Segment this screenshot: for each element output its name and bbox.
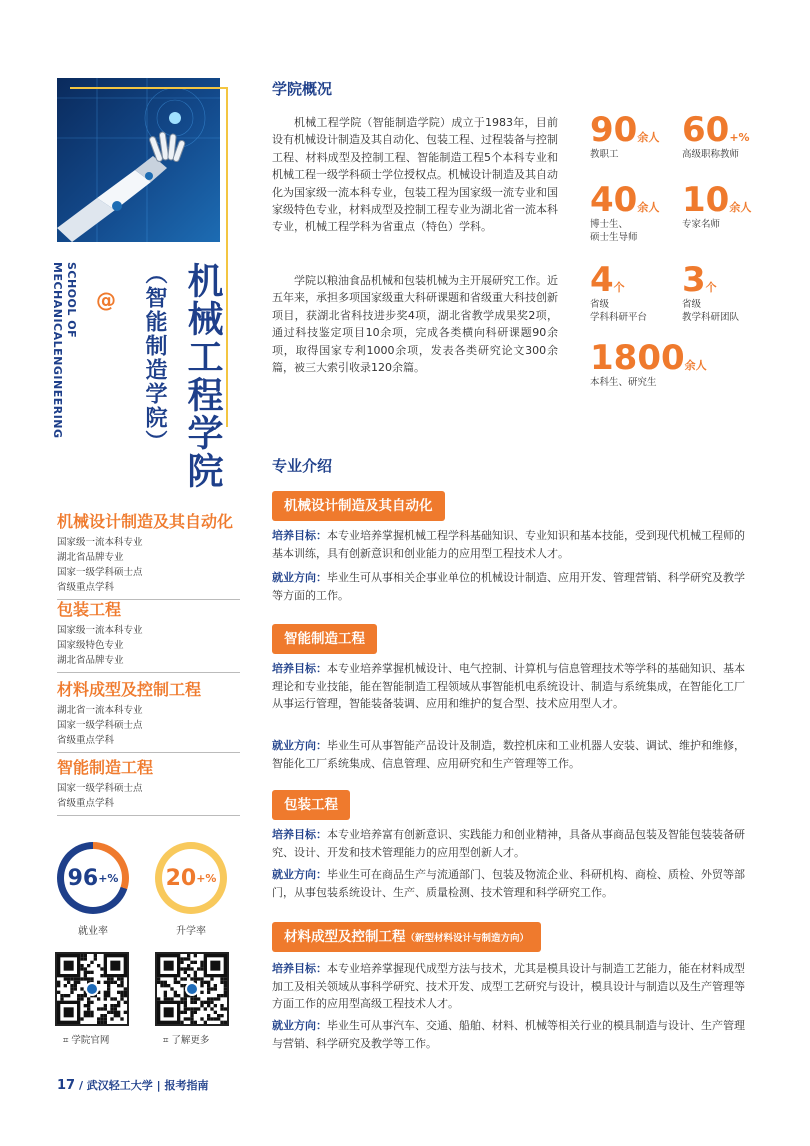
further-study-rate-percent: % (205, 871, 217, 885)
employment-rate-circle (57, 842, 129, 914)
qr-label: 学院官网 (71, 1035, 110, 1046)
left-major-title: 智能制造工程 (57, 758, 154, 777)
left-major-item: 国家一级学科硕士点 (57, 783, 143, 794)
major-1-job (272, 569, 750, 604)
school-english-name (50, 262, 78, 439)
goal-text: 本专业培养掌握现代成型方法与技术，尤其是模具设计与制造工艺能力，能在材料成型加工及相关领域从事科学研究、技术开发、成型工艺研究与设计，模具设计与制造以及生产管理等方面工作的应用型高级工程技术人才。 (272, 962, 745, 1011)
major-name: 包装工程 (284, 797, 338, 813)
stat-label: 教职工 (590, 149, 619, 160)
job-label: 就业方向： (272, 739, 327, 752)
stat-label: 专家名师 (682, 219, 721, 230)
job-text: 毕业生可从事相关企事业单位的机械设计制造、应用开发、管理营销、科学研究及教学等方面的工作。 (272, 571, 745, 602)
left-major-item: 湖北省品牌专业 (57, 552, 124, 563)
stat-supervisors (590, 182, 659, 244)
school-title: 机械工程学院 (182, 262, 223, 490)
overview-paragraph-2: 学院以粮油食品机械和包装机械为主开展研究工作。近五年来，承担多项国家级重大科研课题和省级重大科技创新项目，获湖北省科技进步奖4项，湖北省教学成果奖2项，通过科技鉴定项目10余项，完成各类横向科研课题90余项，取得国家专利1000余项，发表各类研究论文300余篇，被三大索引收录120余篇。 (272, 274, 558, 375)
major-pill-4 (272, 922, 541, 952)
left-major-title: 包装工程 (57, 600, 122, 619)
stat-teams (682, 262, 739, 324)
stat-label: 省级 学科科研平台 (590, 299, 648, 323)
major-pill-1 (272, 491, 445, 521)
employment-rate-value: 96 (67, 865, 99, 891)
stat-senior-teachers (682, 112, 750, 161)
job-text: 毕业生可从事智能产品设计及制造，数控机床和工业机器人安装、调试、维护和维修，智能化工厂系统集成、信息管理、应用研究和生产管理等工作。 (272, 739, 745, 770)
stat-unit: 个 (613, 281, 625, 294)
qr-learn-more[interactable] (155, 952, 229, 1046)
stat-number: 60 (682, 110, 730, 150)
left-major-3 (57, 680, 240, 753)
left-major-item: 国家级特色专业 (57, 640, 124, 651)
left-major-item: 国家级一流本科专业 (57, 625, 143, 636)
english-line-1: SCHOOL OF (65, 262, 78, 339)
left-major-item: 国家一级学科硕士点 (57, 567, 143, 578)
stat-unit: +% (729, 131, 750, 144)
stat-unit: 余人 (637, 131, 660, 144)
left-major-item: 湖北省品牌专业 (57, 655, 124, 666)
goal-label: 培养目标： (272, 662, 327, 675)
stat-number: 3 (682, 260, 706, 300)
employment-rate-label: 就业率 (78, 926, 108, 937)
stat-students (590, 340, 707, 389)
stat-unit: 余人 (729, 201, 752, 214)
stat-number: 10 (682, 180, 730, 220)
goal-label: 培养目标： (272, 529, 327, 542)
left-major-title: 材料成型及控制工程 (57, 680, 202, 699)
left-major-item: 湖北省一流本科专业 (57, 705, 143, 716)
employment-rate-percent: % (107, 871, 119, 885)
page-footer (57, 1077, 208, 1093)
further-study-rate-label: 升学率 (176, 926, 206, 937)
stat-unit: 余人 (684, 359, 707, 372)
stat-unit: 余人 (637, 201, 660, 214)
major-name: 材料成型及控制工程 (284, 929, 406, 945)
left-major-title: 机械设计制造及其自动化 (57, 512, 234, 531)
major-3-job (272, 866, 750, 901)
qr-scan-icon: ⌗ (163, 1035, 172, 1046)
left-major-2 (57, 600, 240, 673)
stat-label: 省级 教学科研团队 (682, 299, 740, 323)
major-3-goal (272, 826, 750, 861)
major-1-goal (272, 527, 750, 562)
stat-staff (590, 112, 659, 161)
further-study-rate-value: 20 (165, 865, 197, 891)
major-pill-2 (272, 624, 377, 654)
stat-label: 高级职称教师 (682, 149, 740, 160)
major-pill-3 (272, 790, 350, 820)
at-icon: @ (96, 288, 116, 312)
stat-label: 本科生、研究生 (590, 377, 657, 388)
left-major-item: 省级重点学科 (57, 582, 115, 593)
qr-official-site[interactable] (55, 952, 129, 1046)
left-major-item: 国家级一流本科专业 (57, 537, 143, 548)
left-major-item: 省级重点学科 (57, 798, 115, 809)
qr-code[interactable] (55, 952, 129, 1026)
job-label: 就业方向： (272, 868, 327, 881)
footer-text: / 武汉轻工大学 | 报考指南 (78, 1079, 209, 1092)
left-major-item: 国家一级学科硕士点 (57, 720, 143, 731)
left-major-item: 省级重点学科 (57, 735, 115, 746)
further-study-rate-circle (155, 842, 227, 914)
employment-rate-plus: + (98, 871, 108, 885)
major-2-goal (272, 660, 750, 713)
qr-code[interactable] (155, 952, 229, 1026)
stat-number: 90 (590, 110, 638, 150)
employment-rate (57, 842, 133, 937)
stat-label: 博士生、 硕士生导师 (590, 219, 638, 243)
overview-paragraph-1: 机械工程学院（智能制造学院）成立于1983年，目前设有机械设计制造及其自动化、包装工程、过程装备与控制工程、材料成型及控制工程、智能制造工程5个本科专业和机械工程一级学科硕士学位授权点。机械设计制造及其自动化为国家级一流本科专业，包装工程为国家级一流专业和国家级特色专业，材料成型及控制工程专业为湖北省一流本科专业，机械工程学科为省重点（特色）学科。 (272, 116, 558, 234)
majors-title: 专业介绍 (272, 457, 333, 475)
page-number: 17 (57, 1078, 76, 1093)
stat-platforms (590, 262, 647, 324)
job-text: 毕业生可在商品生产与流通部门、包装及物流企业、科研机构、商检、质检、外贸等部门，从事包装系统设计、生产、质量检测、技术管理和科学研究工作。 (272, 868, 745, 899)
left-major-1 (57, 512, 240, 600)
further-study-rate (155, 842, 231, 937)
goal-label: 培养目标： (272, 962, 327, 975)
overview-title: 学院概况 (272, 80, 333, 98)
major-2-job (272, 737, 750, 772)
goal-text: 本专业培养掌握机械设计、电气控制、计算机与信息管理技术等学科的基础知识、基本理论和专业技能，能在智能制造工程领域从事智能机电系统设计、制造与系统集成，在智能化工厂从事运行管理，智能装备装调、应用和维护的复合型、技术应用型人才。 (272, 662, 745, 711)
school-subtitle: （智能制造学院） (142, 262, 167, 454)
major-subtitle: （新型材料设计与制造方向） (405, 933, 530, 944)
left-major-4 (57, 758, 240, 816)
job-label: 就业方向： (272, 1019, 327, 1032)
english-line-2: MECHANICALENGINEERING (51, 262, 64, 439)
major-name: 机械设计制造及其自动化 (284, 498, 433, 514)
qr-label: 了解更多 (171, 1035, 210, 1046)
further-study-rate-plus: + (196, 871, 206, 885)
major-4-job (272, 1017, 750, 1052)
stat-number: 1800 (590, 338, 685, 378)
stat-number: 4 (590, 260, 614, 300)
major-name: 智能制造工程 (284, 631, 365, 647)
goal-text: 本专业培养掌握机械工程学科基础知识、专业知识和基本技能，受到现代机械工程师的基本训练，具有创新意识和创业能力的应用型工程技术人才。 (272, 529, 745, 560)
stat-number: 40 (590, 180, 638, 220)
stat-experts (682, 182, 751, 231)
qr-scan-icon: ⌗ (63, 1035, 72, 1046)
major-4-goal (272, 960, 750, 1013)
job-text: 毕业生可从事汽车、交通、船舶、材料、机械等相关行业的模具制造与设计、生产管理与营销、科学研究及教学等工作。 (272, 1019, 745, 1050)
goal-label: 培养目标： (272, 828, 327, 841)
job-label: 就业方向： (272, 571, 327, 584)
stat-unit: 个 (705, 281, 717, 294)
goal-text: 本专业培养富有创新意识、实践能力和创业精神，具备从事商品包装及智能包装装备研究、设计、开发和技术管理能力的应用型创新人才。 (272, 828, 745, 859)
